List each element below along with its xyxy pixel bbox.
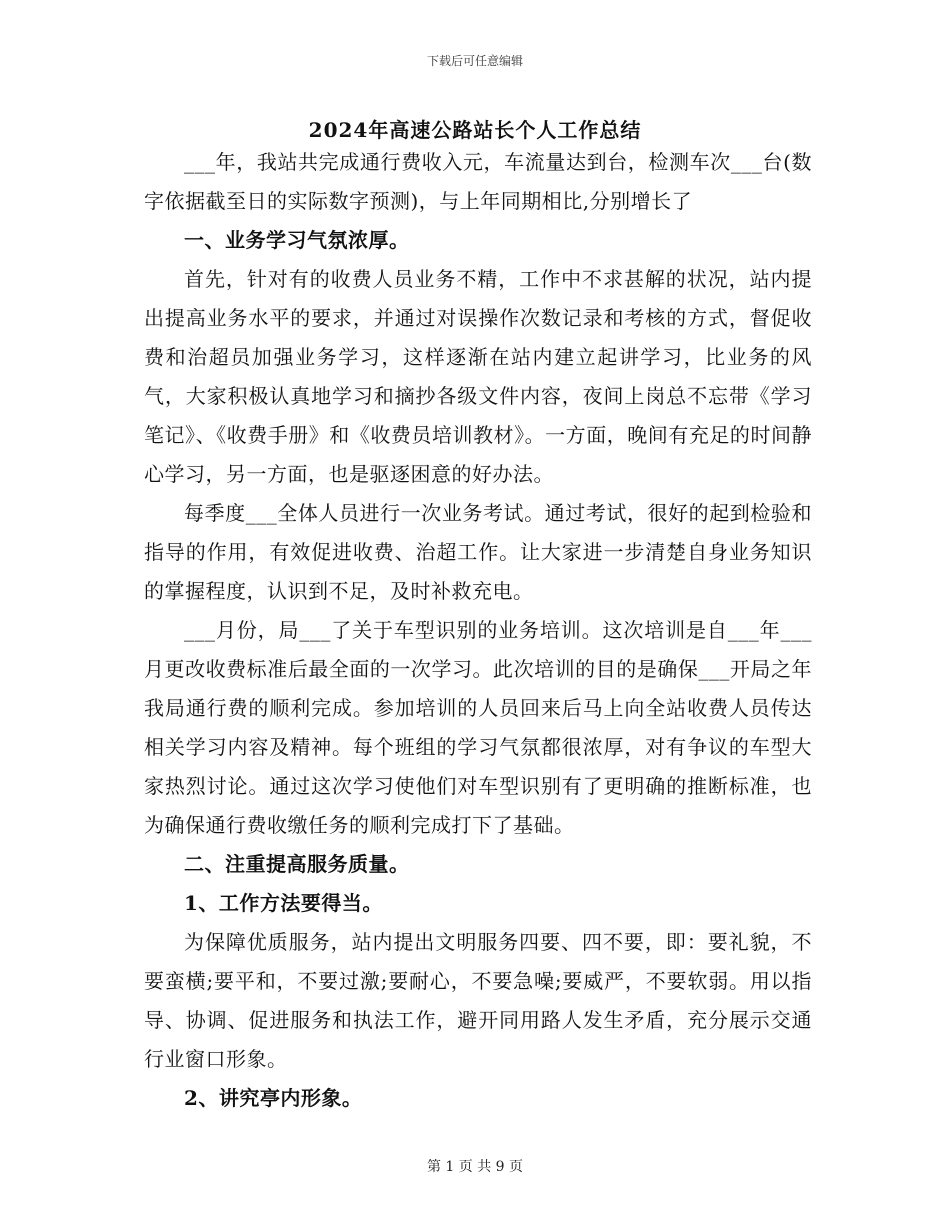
subsection-heading-1: 1、工作方法要得当。 — [184, 891, 383, 915]
section-heading-1: 一、业务学习气氛浓厚。 — [184, 228, 410, 252]
page-header-note: 下载后可任意编辑 — [426, 54, 523, 68]
paragraph-intro: ___年，我站共完成通行费收入元，车流量达到台，检测车次___台(数字依据截至日的实际数字预测)，与上年同期相比,分别增长了 — [144, 150, 812, 213]
document-title: 2024年高速公路站长个人工作总结 — [308, 118, 642, 142]
page-number: 第 1 页 共 9 页 — [426, 1159, 524, 1175]
paragraph-study-first: 首先，针对有的收费人员业务不精，工作中不求甚解的状况，站内提出提高业务水平的要求，并通过对误操作次数记录和考核的方式，督促收费和治超员加强业务学习，这样逐渐在站内建立起讲学习，比业务的风气，大家积极认真地学习和摘抄各级文件内容，夜间上岗总不忘带《学习笔记》、《收费手册》和《收费员培训教材》。一方面，晚间有充足的时间静心学习，另一方面，也是驱逐困意的好办法。 — [144, 267, 812, 486]
paragraph-service-rules: 为保障优质服务，站内提出文明服务四要、四不要，即：要礼貌，不要蛮横;要平和，不要过激;要耐心，不要急噪;要威严，不要软弱。用以指导、协调、促进服务和执法工作，避开同用路人发生矛盾，充分展示交通行业窗口形象。 — [144, 930, 812, 1071]
paragraph-vehicle-training: ___月份，局___了关于车型识别的业务培训。这次培训是自___年___月更改收费标准后最全面的一次学习。此次培训的目的是确保___开局之年我局通行费的顺利完成。参加培训的人员回来后马上向全站收费人员传达相关学习内容及精神。每个班组的学习气氛都很浓厚，对有争议的车型大家热烈讨论。通过这次学习使他们对车型识别有了更明确的推断标准，也为确保通行费收缴任务的顺利完成打下了基础。 — [144, 618, 812, 837]
document-body — [144, 143, 812, 1118]
section-heading-2: 二、注重提高服务质量。 — [184, 852, 410, 876]
paragraph-quarterly-exam: 每季度___全体人员进行一次业务考试。通过考试，很好的起到检验和指导的作用，有效促进收费、治超工作。让大家进一步清楚自身业务知识的掌握程度，认识到不足，及时补救充电。 — [144, 501, 812, 603]
subsection-heading-2: 2、讲究亭内形象。 — [184, 1086, 363, 1110]
